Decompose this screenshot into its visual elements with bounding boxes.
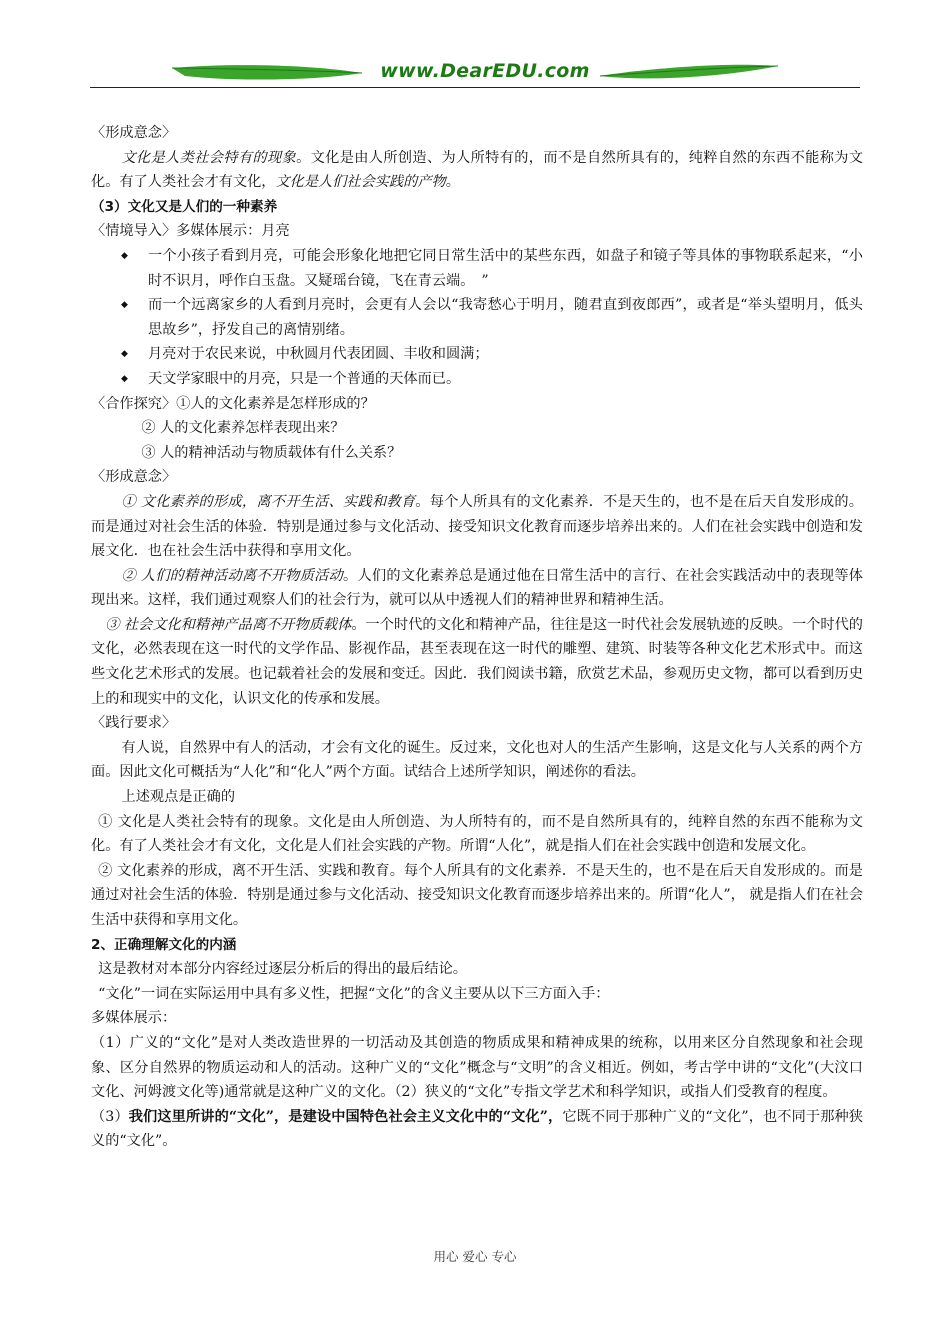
paragraph [91, 146, 863, 195]
paragraph: 有人说，自然界中有人的活动，才会有文化的诞生。反过来，文化也对人的生活产生影响，这是文化与人关系的两个方面。因此文化可概括为“人化”和“化人”两个方面。试结合上述所学知识，阐述你的看法。 [91, 739, 863, 781]
paragraph: “文化”一词在实际运用中具有多义性，把握“文化”的含义主要从以下三方面入手： [98, 985, 610, 1002]
section-label: 〈形成意念〉 [91, 469, 177, 486]
diamond-bullet-icon: ◆ [121, 349, 128, 360]
paragraph [91, 1105, 863, 1154]
body-text: 。文化是由人所创造、为人所特有的，而不是自然所具有的，纯粹自然的东西不能称为文化。有了人类社会才有文化， [91, 149, 863, 191]
section-heading: 2、正确理解文化的内涵 [91, 936, 237, 953]
paragraph: ② 文化素养的形成，离不开生活、实践和教育。每个人所具有的文化素养．不是天生的，也不是在后天自发形成的。而是通过对社会生活的体验．特别是通过参与文化活动、接受知识文化教育而逐步培养出来的。所谓“化人”， 就是指人们在社会生活中获得和享用文化。 [91, 862, 863, 928]
emphasis-text: ③ 社会文化和精神产品离不开物质载体 [105, 616, 352, 633]
body-text: 。每个人所具有的文化素养．不是天生的，也不是在后天自发形成的。而是通过对社会生活的体验．特别是通过参与文化活动、接受知识文化教育而逐步培养出来的。人们在社会实践中创造和发展文化．也在社会生活中获得和享用文化。 [91, 493, 863, 560]
body-text: 它既不同于那种广义的“文化”，也不同于那种狭义的“文化”。 [91, 1108, 863, 1150]
body-text: 。人们的文化素养总是通过他在日常生活中的言行、在社会实践活动中的表现等体现出来。这样，我们通过观察人们的社会行为，就可以从中透视人们的精神世界和精神生活。 [91, 567, 863, 609]
paragraph: ① 文化是人类社会特有的现象。文化是由人所创造、为人所特有的，而不是自然所具有的，纯粹自然的东西不能称为文化。有了人类社会才有文化，文化是人们社会实践的产物。所谓“人化”，就是指人们在社会实践中创造和发展文化。 [91, 813, 863, 855]
question-line: 〈合作探究〉①人的文化素养是怎样形成的？ [91, 395, 375, 412]
paragraph: 多媒体展示： [91, 1010, 177, 1027]
paragraph: 这是教材对本部分内容经过逐层分析后的得出的最后结论。 [98, 961, 467, 978]
site-logo[interactable]: www.DearEDU.com [380, 60, 590, 82]
bold-text: 我们这里所讲的“文化”，是建设中国特色社会主义文化中的“文化”， [128, 1108, 563, 1125]
bullet-list [91, 244, 863, 392]
list-item [121, 342, 863, 367]
paragraph: （1）广义的“文化”是对人类改造世界的一切活动及其创造的物质成果和精神成果的统称，以用来区分自然现象和社会现象、区分自然界的物质运动和人的活动。这种广义的“文化”概念与“文明”的含义相近。例如，考古学中讲的“文化”(大汶口文化、河姆渡文化等)通常就是这种广义的文化。（2）狭义的“文化”专指文学艺术和科学知识，或指人们受教育的程度。 [91, 1034, 863, 1101]
list-item [121, 367, 863, 392]
document-body [91, 121, 863, 1154]
emphasis-text: 文化是人类社会特有的现象 [121, 149, 297, 166]
section-label: 〈践行要求〉 [91, 715, 177, 732]
paragraph [91, 490, 863, 564]
page-footer: 用心 爱心 专心 [433, 1249, 517, 1264]
header-divider [90, 87, 860, 88]
emphasis-text: ② 人们的精神活动离不开物质活动 [121, 567, 344, 584]
question-line: ③ 人的精神活动与物质载体有什么关系？ [141, 444, 402, 461]
body-text: 。一个时代的文化和精神产品，往往是这一时代社会发展轨迹的反映。一个时代的文化，必然表现在这一时代的文学作品、影视作品，甚至表现在这一时代的雕塑、建筑、时装等各种文化艺术形式中。而这些文化艺术形式的发展。也记载着社会的发展和变迁。因此．我们阅读书籍，欣赏艺术品，参观历史文物，都可以看到历史上的和现实中的文化，认识文化的传承和发展。 [91, 616, 863, 707]
emphasis-text: ① 文化素养的形成，离不开生活、实践和教育 [121, 493, 416, 510]
site-header [90, 56, 860, 90]
section-label: 〈形成意念〉 [91, 125, 177, 141]
paragraph [91, 613, 863, 711]
diamond-bullet-icon: ◆ [121, 300, 128, 311]
paragraph [91, 564, 863, 613]
diamond-bullet-icon: ◆ [121, 373, 128, 384]
body-text: （3） [91, 1108, 129, 1125]
list-item-text: 一个小孩子看到月亮，可能会形象化地把它同日常生活中的某些东西，如盘子和镜子等具体的事物联系起来，“小时不识月，呼作白玉盘。又疑瑶台镜，飞在青云端。 ” [148, 247, 863, 289]
paragraph: 上述观点是正确的 [121, 789, 236, 806]
list-item [121, 244, 863, 293]
list-item-text: 月亮对于农民来说，中秋圆月代表团圆、丰收和圆满； [148, 346, 489, 363]
diamond-bullet-icon: ◆ [121, 250, 128, 261]
question-line: ② 人的文化素养怎样表现出来？ [141, 420, 345, 437]
body-text: 。 [445, 174, 460, 191]
list-item-text: 天文学家眼中的月亮，只是一个普通的天体而已。 [148, 370, 461, 387]
list-item [121, 293, 863, 342]
emphasis-text: 文化是人们社会实践的产物 [275, 174, 446, 191]
section-label: 〈情境导入〉多媒体展示：月亮 [91, 223, 290, 240]
list-item-text: 而一个远离家乡的人看到月亮时，会更有人会以“我寄愁心于明月，随君直到夜郎西”，或者是“举头望明月，低头思故乡”，抒发自己的离情别绪。 [148, 297, 863, 338]
section-heading: （3）文化又是人们的一种素养 [91, 198, 278, 215]
